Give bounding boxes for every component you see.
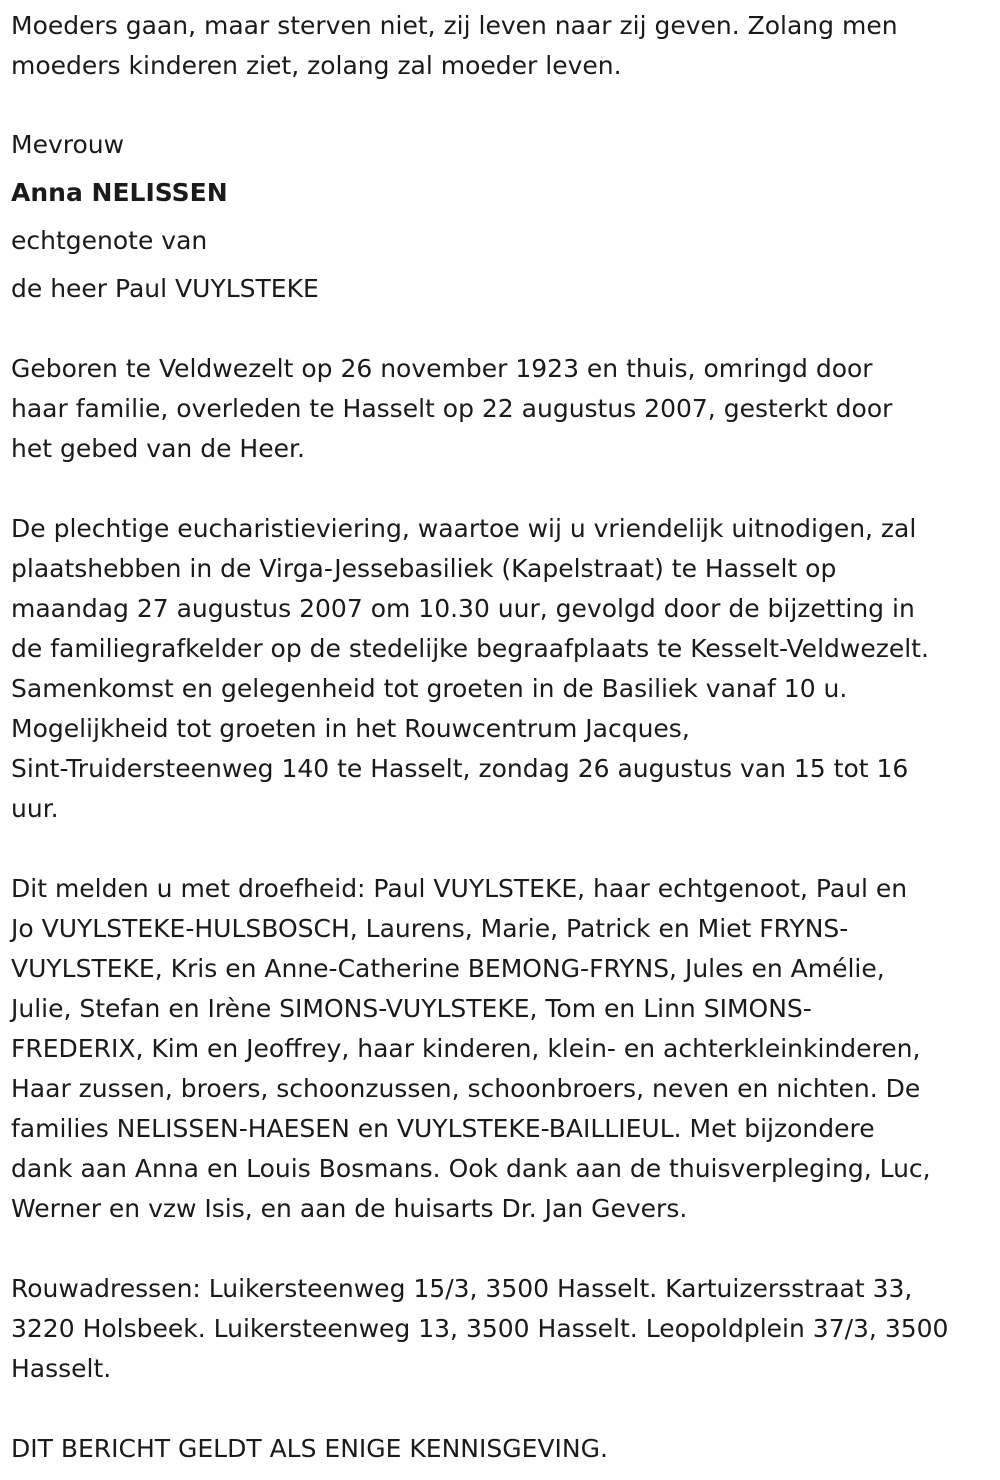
announcement-line: Werner en vzw Isis, en aan de huisarts Dr. Jan Gevers. <box>11 1194 688 1223</box>
ceremony-line: Samenkomst en gelegenheid tot groeten in de Basiliek vanaf 10 u. <box>11 674 848 703</box>
motto-line: moeders kinderen ziet, zolang zal moeder leven. <box>11 51 622 80</box>
announcement-paragraph <box>11 869 931 1229</box>
ceremony-line: de familiegrafkelder op de stedelijke begraafplaats te Kesselt-Veldwezelt. <box>11 634 929 663</box>
ceremony-line: uur. <box>11 794 59 823</box>
address-paragraph <box>11 1269 948 1389</box>
address-line: Rouwadressen: Luikersteenweg 15/3, 3500 Hasselt. Kartuizersstraat 33, <box>11 1274 913 1303</box>
motto-paragraph <box>11 6 898 86</box>
ceremony-line: plaatshebben in de Virga-Jessebasiliek (Kapelstraat) te Hasselt op <box>11 554 837 583</box>
ceremony-paragraph <box>11 509 929 829</box>
motto-line: Moeders gaan, maar sterven niet, zij leven naar zij geven. Zolang men <box>11 11 898 40</box>
announcement-line: Julie, Stefan en Irène SIMONS-VUYLSTEKE, Tom en Linn SIMONS- <box>11 994 812 1023</box>
relation-text: echtgenote van <box>11 226 208 255</box>
birth-death-line: haar familie, overleden te Hasselt op 22 augustus 2007, gesterkt door <box>11 394 893 423</box>
salutation: Mevrouw <box>11 130 125 159</box>
closing-statement: DIT BERICHT GELDT ALS ENIGE KENNISGEVING. <box>11 1434 608 1463</box>
address-line: Hasselt. <box>11 1354 112 1383</box>
announcement-line: Dit melden u met droefheid: Paul VUYLSTEKE, haar echtgenoot, Paul en <box>11 874 908 903</box>
announcement-line: families NELISSEN-HAESEN en VUYLSTEKE-BAILLIEUL. Met bijzondere <box>11 1114 875 1143</box>
announcement-line: Jo VUYLSTEKE-HULSBOSCH, Laurens, Marie, Patrick en Miet FRYNS- <box>11 914 849 943</box>
announcement-line: dank aan Anna en Louis Bosmans. Ook dank aan de thuisverpleging, Luc, <box>11 1154 931 1183</box>
ceremony-line: Mogelijkheid tot groeten in het Rouwcentrum Jacques, <box>11 714 690 743</box>
announcement-line: VUYLSTEKE, Kris en Anne-Catherine BEMONG-FRYNS, Jules en Amélie, <box>11 954 885 983</box>
announcement-line: Haar zussen, broers, schoonzussen, schoonbroers, neven en nichten. De <box>11 1074 921 1103</box>
ceremony-line: maandag 27 augustus 2007 om 10.30 uur, gevolgd door de bijzetting in <box>11 594 915 623</box>
birth-death-line: het gebed van de Heer. <box>11 434 305 463</box>
announcement-line: FREDERIX, Kim en Jeoffrey, haar kinderen, klein- en achterkleinkinderen, <box>11 1034 921 1063</box>
spouse-name: de heer Paul VUYLSTEKE <box>11 274 319 303</box>
birth-death-line: Geboren te Veldwezelt op 26 november 1923 en thuis, omringd door <box>11 354 873 383</box>
deceased-name: Anna NELISSEN <box>11 178 228 207</box>
birth-death-paragraph <box>11 349 892 469</box>
ceremony-line: De plechtige eucharistieviering, waartoe wij u vriendelijk uitnodigen, zal <box>11 514 917 543</box>
ceremony-line: Sint-Truidersteenweg 140 te Hasselt, zondag 26 augustus van 15 tot 16 <box>11 754 909 783</box>
address-line: 3220 Holsbeek. Luikersteenweg 13, 3500 Hasselt. Leopoldplein 37/3, 3500 <box>11 1314 949 1343</box>
